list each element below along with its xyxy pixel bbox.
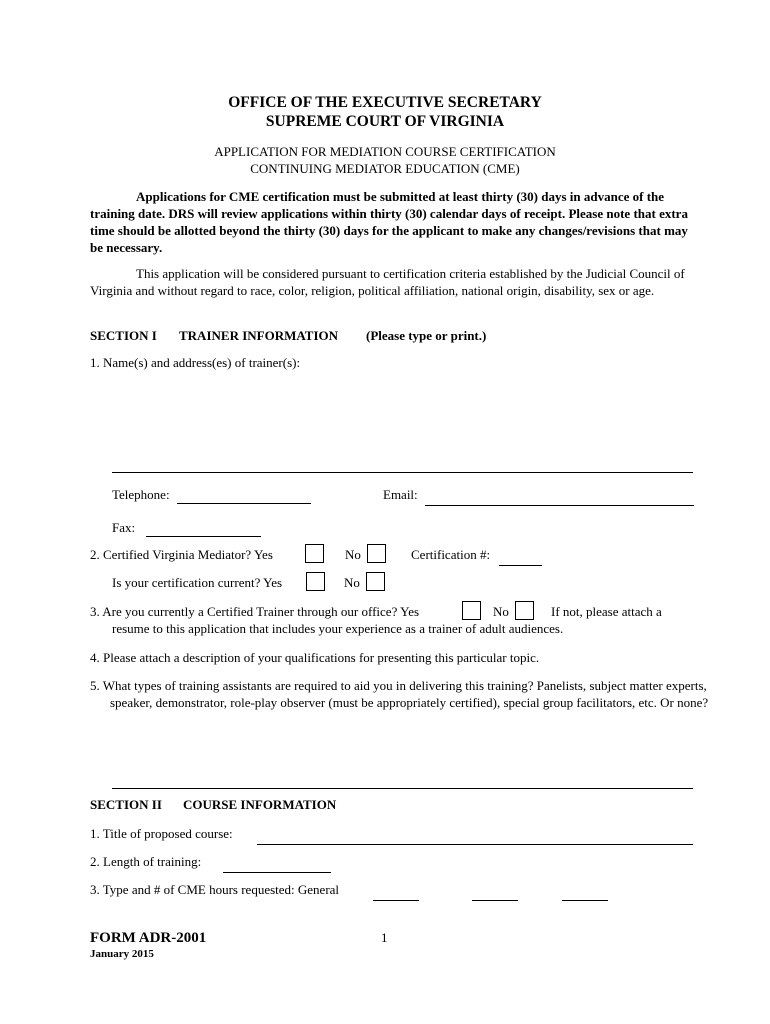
form-date: January 2015 bbox=[90, 948, 154, 960]
trainer-no-checkbox[interactable] bbox=[515, 601, 534, 620]
cme-hours-field-2[interactable] bbox=[472, 900, 518, 901]
email-label: Email: bbox=[383, 487, 418, 502]
section2-title: COURSE INFORMATION bbox=[183, 797, 337, 812]
training-assistants-field[interactable] bbox=[112, 788, 693, 789]
form-number: FORM ADR-2001 bbox=[90, 930, 207, 946]
office-title: OFFICE OF THE EXECUTIVE SECRETARY bbox=[228, 94, 542, 111]
certification-current-question: Is your certification current? Yes bbox=[112, 575, 283, 590]
trainer-resume-note: resume to this application that includes your experience as a trainer of adult audiences. bbox=[112, 621, 564, 636]
certification-number-field[interactable] bbox=[499, 565, 542, 566]
court-title: SUPREME COURT OF VIRGINIA bbox=[265, 113, 505, 130]
qualifications-question: 4. Please attach a description of your qualifications for presenting this particular topic. bbox=[90, 650, 540, 665]
fax-field[interactable] bbox=[146, 536, 261, 537]
certified-mediator-question: 2. Certified Virginia Mediator? Yes bbox=[90, 547, 273, 562]
section1-title: TRAINER INFORMATION bbox=[179, 328, 339, 343]
submission-notice: Applications for CME certification must be submitted at least thirty (30) days in advance of the training date. DRS will review applications within thirty (30) calendar days of receipt. Please note that extra time should be allotted beyond the thirty (30) days for the applicant to make any changes/revisions that may be necessary. bbox=[90, 189, 688, 255]
course-title-field[interactable] bbox=[257, 844, 693, 845]
telephone-field[interactable] bbox=[177, 503, 311, 504]
certification-number-label: Certification #: bbox=[411, 547, 491, 562]
cme-hours-general-field[interactable] bbox=[373, 900, 419, 901]
telephone-label: Telephone: bbox=[112, 487, 170, 502]
current-yes-checkbox[interactable] bbox=[306, 572, 325, 591]
section1-note: (Please type or print.) bbox=[366, 328, 487, 343]
application-title: APPLICATION FOR MEDIATION COURSE CERTIFICATION bbox=[214, 144, 556, 159]
trainer-no-label: No bbox=[493, 604, 509, 619]
trainer-yes-checkbox[interactable] bbox=[462, 601, 481, 620]
current-no-label: No bbox=[344, 575, 360, 590]
page-number: 1 bbox=[381, 930, 388, 945]
cme-hours-label: 3. Type and # of CME hours requested: General bbox=[90, 882, 340, 897]
trainer-names-label: 1. Name(s) and address(es) of trainer(s): bbox=[90, 355, 301, 370]
cme-title: CONTINUING MEDIATOR EDUCATION (CME) bbox=[250, 161, 520, 176]
certified-yes-checkbox[interactable] bbox=[305, 544, 324, 563]
email-field[interactable] bbox=[425, 505, 694, 506]
trainer-address-field[interactable] bbox=[112, 472, 693, 473]
certified-no-label: No bbox=[345, 547, 361, 562]
certified-trainer-question: 3. Are you currently a Certified Trainer through our office? Yes bbox=[90, 604, 420, 619]
training-assistants-question: 5. What types of training assistants are required to aid you in delivering this training? Panelists, subject matter experts, speaker, demonstrator, role-play observer (must be appropriately certified), special group facilitators, etc. Or none? bbox=[90, 678, 709, 710]
fax-label: Fax: bbox=[112, 520, 136, 535]
policy-statement: This application will be considered pursuant to certification criteria established by the Judicial Council of Virginia and without regard to race, color, religion, political affiliation, national origin, disability, sex or age. bbox=[90, 266, 685, 298]
section2-label: SECTION II bbox=[90, 797, 162, 812]
training-length-label: 2. Length of training: bbox=[90, 854, 202, 869]
course-title-label: 1. Title of proposed course: bbox=[90, 826, 233, 841]
trainer-attach-note: If not, please attach a bbox=[551, 604, 662, 619]
section1-label: SECTION I bbox=[90, 328, 157, 343]
training-length-field[interactable] bbox=[223, 872, 331, 873]
certified-no-checkbox[interactable] bbox=[367, 544, 386, 563]
current-no-checkbox[interactable] bbox=[366, 572, 385, 591]
cme-hours-field-3[interactable] bbox=[562, 900, 608, 901]
